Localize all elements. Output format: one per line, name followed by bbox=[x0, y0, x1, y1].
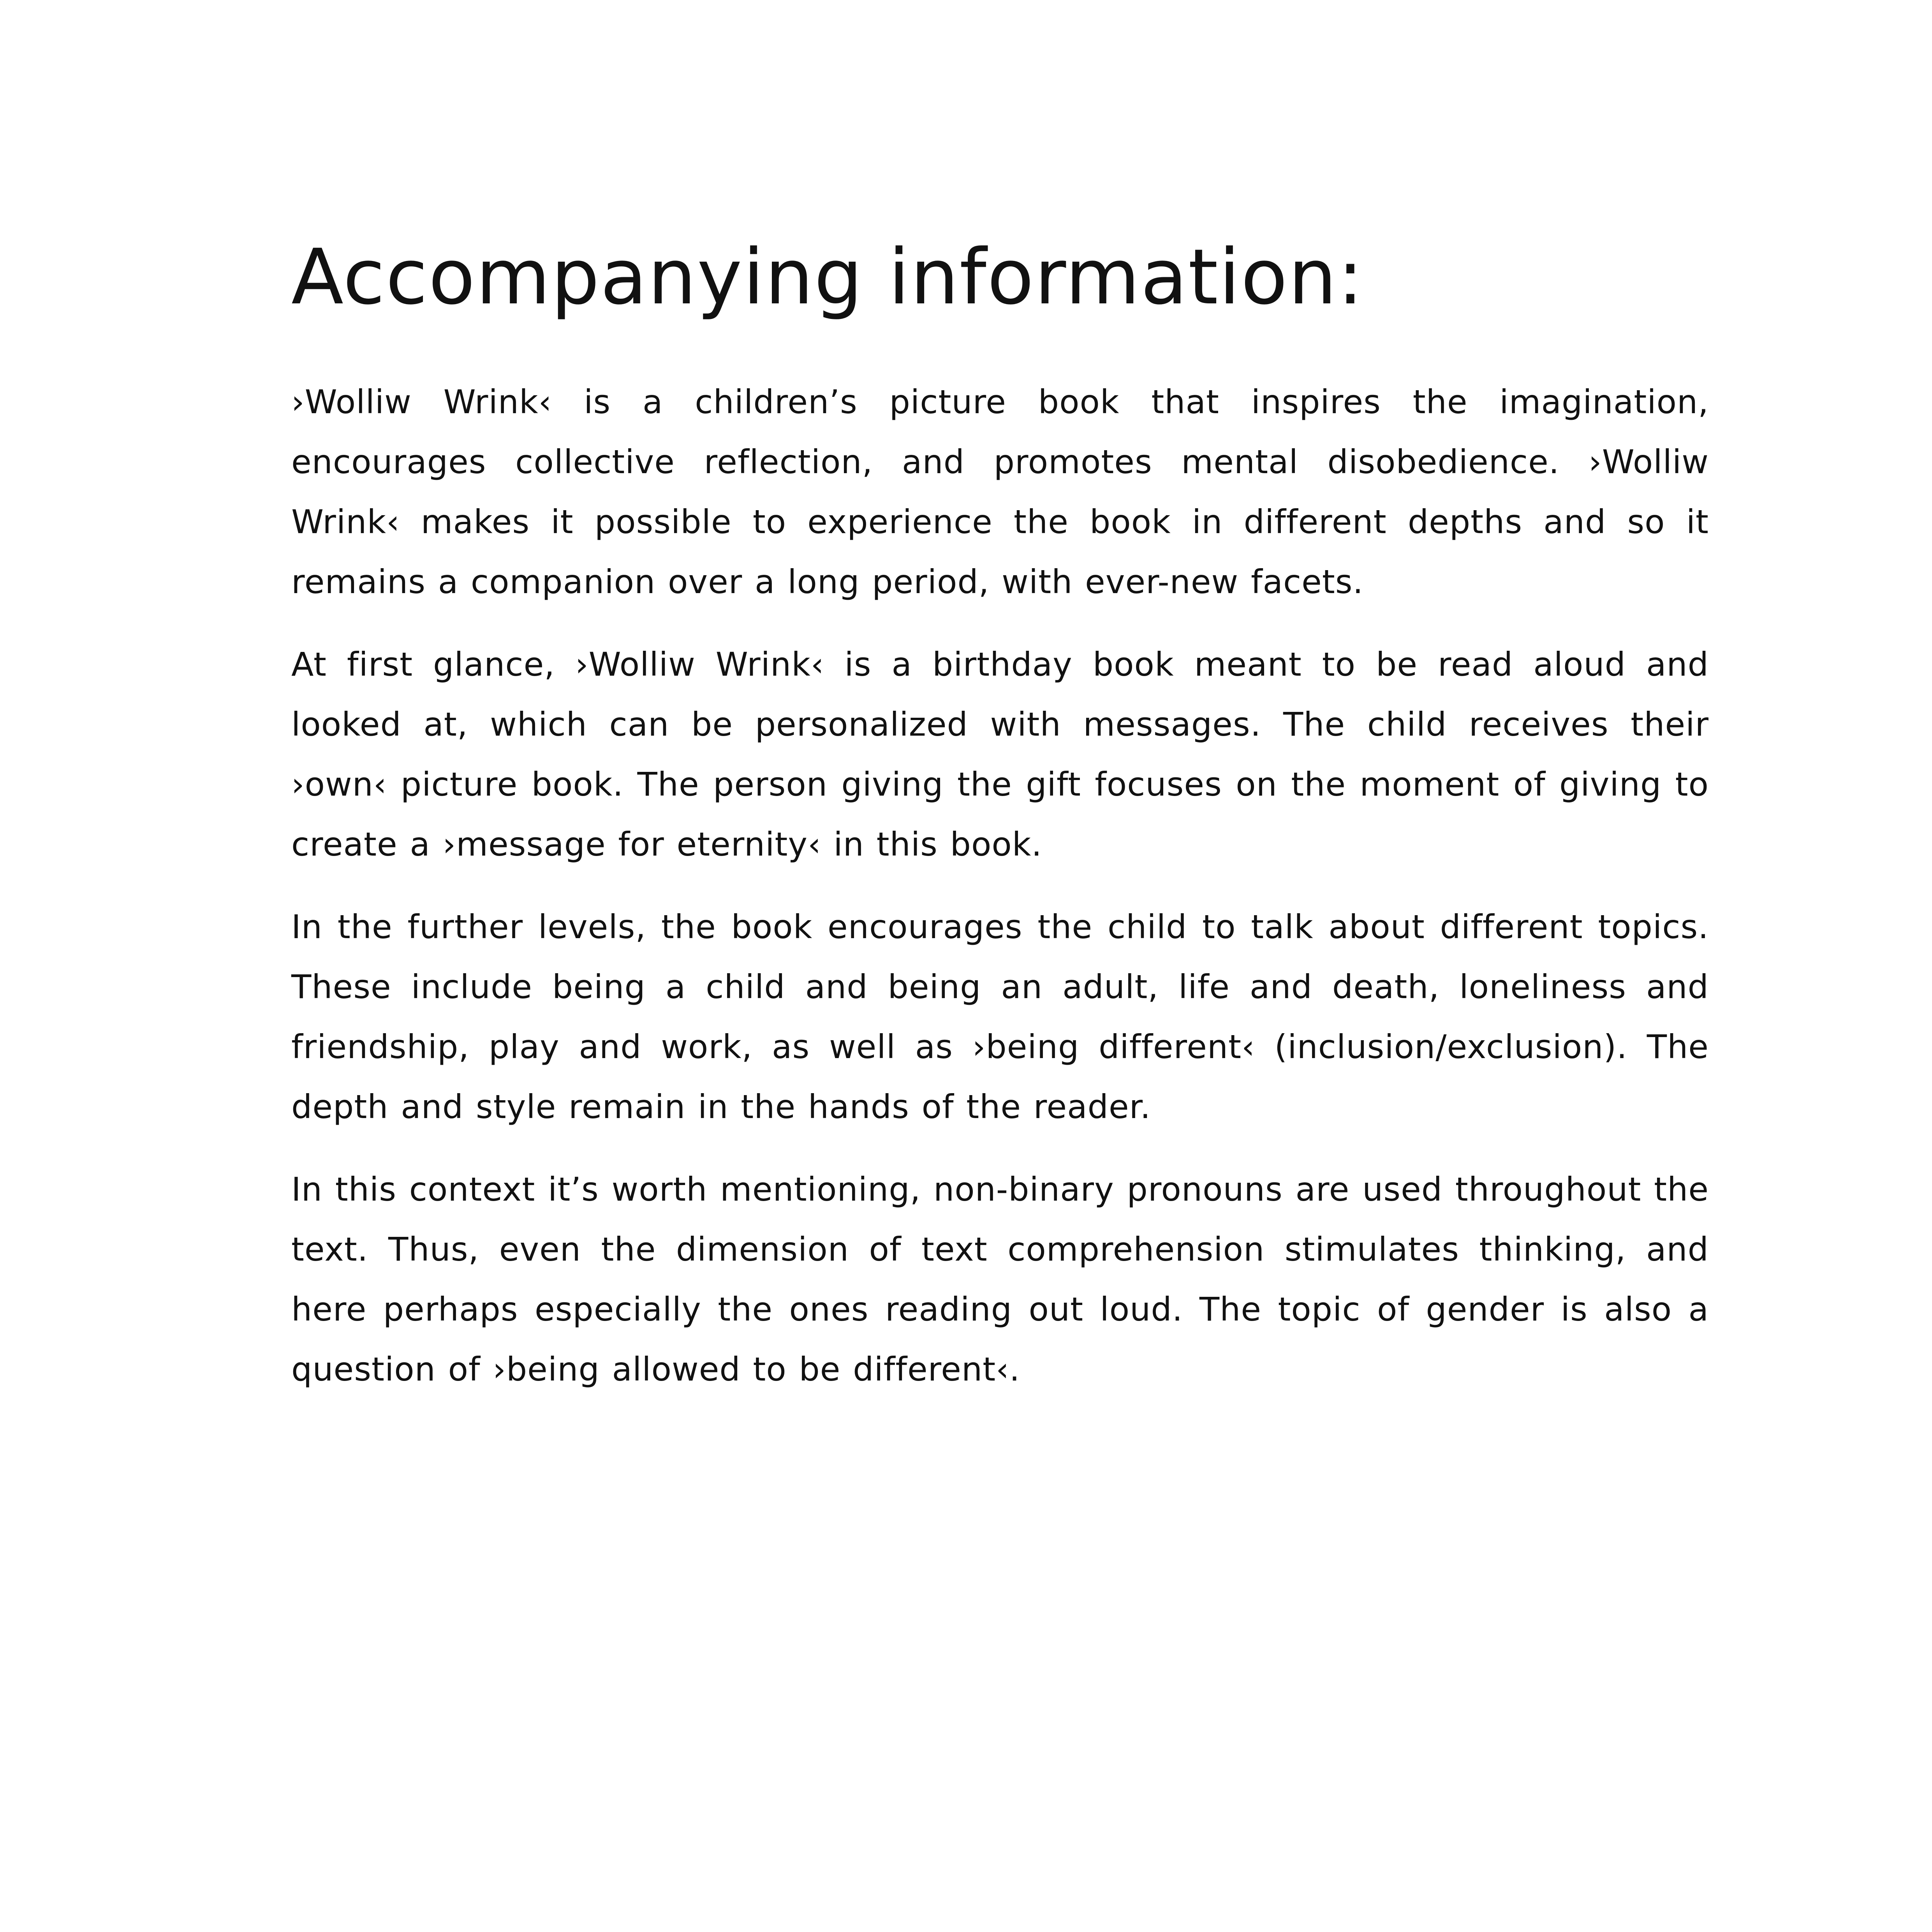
paragraph-further-levels: In the further levels, the book encourages the child to talk about different topics. These include being a child and being an adult, life and death, loneliness and friendship, play and work, as well as ›being different‹ (inclusion/exclusion). The depth and style remain in the hands of the reader. bbox=[291, 908, 1709, 1126]
paragraph-first-glance: At first glance, ›Wolliw Wrink‹ is a birthday book meant to be read aloud and looked at, which can be personalized with messages. The child receives their ›own‹ picture book. The person giving the gift focuses on the moment of giving to create a ›message for eternity‹ in this book. bbox=[291, 645, 1709, 864]
page-title: Accompanying information: bbox=[291, 233, 1364, 322]
text-block bbox=[291, 234, 1709, 1422]
paragraph-intro: ›Wolliw Wrink‹ is a children’s picture book that inspires the imagination, encourages collective reflection, and promotes mental disobedience. ›Wolliw Wrink‹ makes it possible to experience the book in different depths and so it remains a companion over a long period, with ever-new facets. bbox=[291, 383, 1709, 601]
paragraph-context: In this context it’s worth mentioning, non-binary pronouns are used throughout the text. Thus, even the dimension of text comprehension stimulates thinking, and here perhaps especially the ones reading out loud. The topic of gender is also a question of ›being allowed to be different‹. bbox=[291, 1170, 1709, 1389]
